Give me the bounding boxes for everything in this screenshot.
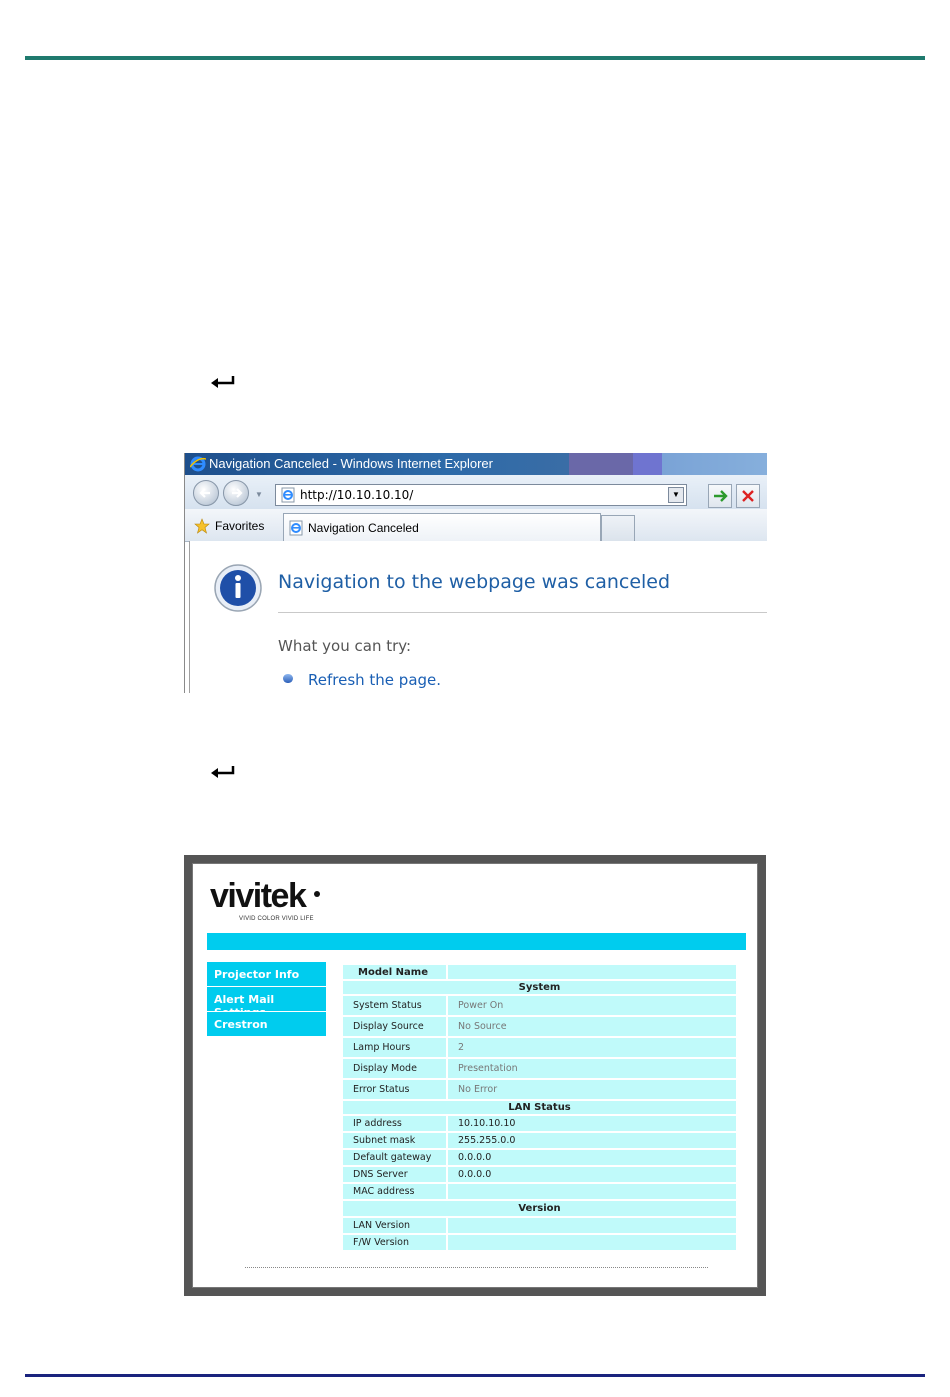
table-row bbox=[343, 1201, 736, 1216]
logo-tagline: VIVID COLOR VIVID LIFE bbox=[239, 916, 314, 922]
display-source-label: Display Source bbox=[343, 1017, 446, 1036]
forward-arrow-icon bbox=[228, 485, 244, 501]
info-icon bbox=[213, 563, 263, 613]
table-row bbox=[343, 965, 736, 979]
error-status-label: Error Status bbox=[343, 1080, 446, 1099]
system-section-header: System bbox=[343, 981, 736, 994]
system-status-label: System Status bbox=[343, 996, 446, 1015]
table-row bbox=[343, 981, 736, 994]
lan-version-value bbox=[448, 1218, 736, 1233]
table-row bbox=[343, 1167, 736, 1182]
fw-version-label: F/W Version bbox=[343, 1235, 446, 1250]
ie-window-screenshot bbox=[184, 453, 767, 693]
what-you-can-try: What you can try: bbox=[278, 637, 412, 655]
model-name-label: Model Name bbox=[343, 965, 446, 979]
projector-info-table bbox=[341, 963, 738, 1252]
table-row bbox=[343, 1184, 736, 1199]
vivitek-logo: vivitek bbox=[210, 877, 306, 915]
subnet-mask-value: 255.255.0.0 bbox=[448, 1133, 736, 1148]
version-section-header: Version bbox=[343, 1201, 736, 1216]
display-mode-value: Presentation bbox=[448, 1059, 736, 1078]
table-row bbox=[343, 1150, 736, 1165]
favorites-star-icon bbox=[194, 518, 210, 534]
footer-dotted-line bbox=[245, 1267, 708, 1268]
favorites-bar bbox=[185, 509, 767, 542]
header-bar bbox=[207, 933, 746, 950]
lan-status-section-header: LAN Status bbox=[343, 1101, 736, 1114]
ie-toolbar bbox=[185, 475, 767, 509]
error-heading: Navigation to the webpage was canceled bbox=[278, 571, 671, 593]
system-status-value: Power On bbox=[448, 996, 736, 1015]
menu-item-alert-mail-settings[interactable]: Alert Mail bbox=[207, 987, 326, 1011]
side-menu bbox=[207, 962, 326, 1036]
table-row bbox=[343, 1080, 736, 1099]
display-mode-label: Display Mode bbox=[343, 1059, 446, 1078]
ip-address-label: IP address bbox=[343, 1116, 446, 1131]
default-gateway-value: 0.0.0.0 bbox=[448, 1150, 736, 1165]
refresh-page-link[interactable]: Refresh the page. bbox=[308, 671, 442, 689]
error-status-value: No Error bbox=[448, 1080, 736, 1099]
stop-button[interactable] bbox=[736, 484, 760, 508]
forward-button[interactable] bbox=[223, 480, 249, 506]
back-button[interactable] bbox=[193, 480, 219, 506]
go-arrow-icon bbox=[709, 485, 731, 507]
table-row bbox=[343, 1218, 736, 1233]
logo-dot bbox=[314, 891, 320, 897]
vivitek-web-screenshot bbox=[184, 855, 766, 1296]
table-row bbox=[343, 1059, 736, 1078]
mac-address-label: MAC address bbox=[343, 1184, 446, 1199]
stop-x-icon bbox=[737, 485, 759, 507]
default-gateway-label: Default gateway bbox=[343, 1150, 446, 1165]
address-bar[interactable] bbox=[275, 484, 687, 506]
vivitek-page bbox=[192, 863, 758, 1288]
mac-address-value bbox=[448, 1184, 736, 1199]
lan-version-label: LAN Version bbox=[343, 1218, 446, 1233]
tab-label: Navigation Canceled bbox=[308, 521, 419, 535]
subnet-mask-label: Subnet mask bbox=[343, 1133, 446, 1148]
table-row bbox=[343, 1133, 736, 1148]
table-row bbox=[343, 996, 736, 1015]
ie-logo-icon bbox=[190, 456, 206, 472]
ie-title-bar bbox=[185, 453, 767, 475]
table-row bbox=[343, 1116, 736, 1131]
enter-key-icon bbox=[208, 763, 236, 781]
fw-version-value bbox=[448, 1235, 736, 1250]
page-icon bbox=[280, 487, 296, 503]
menu-item-projector-info[interactable]: Projector Info bbox=[207, 962, 326, 986]
dns-server-label: DNS Server bbox=[343, 1167, 446, 1182]
ie-page-content bbox=[189, 541, 767, 693]
address-dropdown-icon[interactable]: ▼ bbox=[668, 487, 684, 503]
lamp-hours-value: 2 bbox=[448, 1038, 736, 1057]
back-arrow-icon bbox=[198, 485, 214, 501]
header-rule bbox=[25, 56, 925, 60]
lamp-hours-label: Lamp Hours bbox=[343, 1038, 446, 1057]
dns-server-value: 0.0.0.0 bbox=[448, 1167, 736, 1182]
table-row bbox=[343, 1101, 736, 1114]
new-tab-button[interactable] bbox=[601, 515, 635, 541]
enter-key-icon bbox=[208, 373, 236, 391]
heading-divider bbox=[278, 612, 767, 613]
table-row bbox=[343, 1017, 736, 1036]
history-dropdown-icon[interactable]: ▼ bbox=[255, 490, 263, 499]
tab-navigation-canceled[interactable] bbox=[283, 513, 601, 541]
display-source-value: No Source bbox=[448, 1017, 736, 1036]
table-row bbox=[343, 1038, 736, 1057]
address-url: http://10.10.10.10/ bbox=[300, 488, 414, 502]
ie-window-title: Navigation Canceled - Windows Internet Explorer bbox=[209, 456, 493, 471]
bullet-icon bbox=[283, 674, 293, 683]
footer-rule bbox=[25, 1374, 925, 1377]
menu-item-crestron[interactable]: Crestron bbox=[207, 1012, 326, 1036]
ip-address-value: 10.10.10.10 bbox=[448, 1116, 736, 1131]
model-name-value bbox=[448, 965, 736, 979]
go-button[interactable] bbox=[708, 484, 732, 508]
tab-page-icon bbox=[288, 520, 304, 536]
favorites-button[interactable]: Favorites bbox=[215, 519, 265, 533]
table-row bbox=[343, 1235, 736, 1250]
